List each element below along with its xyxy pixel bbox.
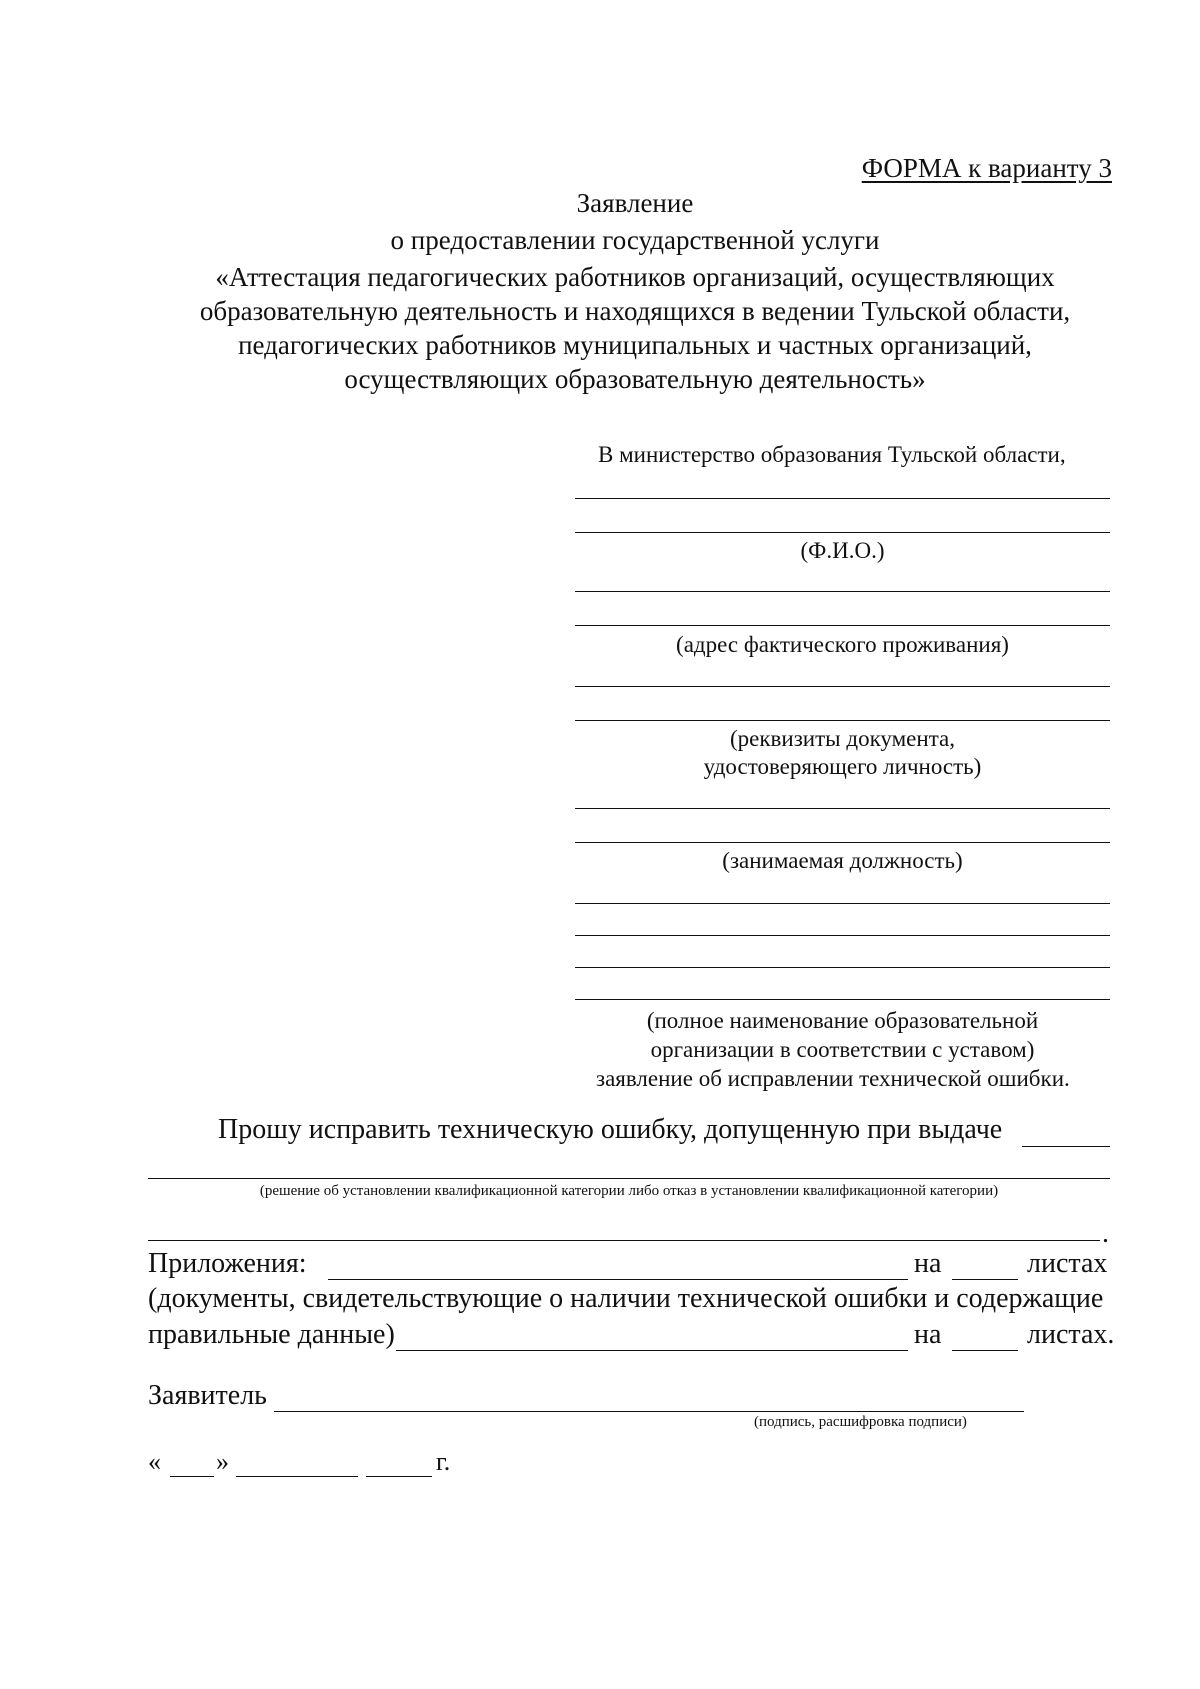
form-variant-label: ФОРМА к варианту 3 bbox=[861, 153, 1112, 183]
title-line-5: педагогических работников муниципальных и частных организаций, bbox=[238, 330, 1032, 360]
document-title: Заявление bbox=[576, 188, 694, 218]
title-line-3: «Аттестация педагогических работников организаций, осуществляющих bbox=[215, 262, 1055, 292]
request-text: Прошу исправить техническую ошибку, допущенную при выдаче bbox=[218, 1114, 1003, 1145]
fio-line-1[interactable] bbox=[575, 498, 1110, 499]
date-year-field[interactable] bbox=[366, 1476, 432, 1477]
organization-line-4[interactable] bbox=[575, 999, 1110, 1000]
date-year-suffix: г. bbox=[436, 1447, 451, 1476]
correct-data-sheets-count[interactable] bbox=[952, 1350, 1018, 1351]
date-day-field[interactable] bbox=[170, 1476, 214, 1477]
date-quote-open: « bbox=[148, 1447, 161, 1476]
organization-line-1[interactable] bbox=[575, 903, 1110, 904]
date-month-field[interactable] bbox=[236, 1476, 358, 1477]
position-line-2[interactable] bbox=[575, 842, 1110, 843]
addressee-ministry: В министерство образования Тульской области, bbox=[598, 442, 1066, 467]
address-line-2[interactable] bbox=[575, 625, 1110, 626]
date-quote-close: » bbox=[216, 1447, 229, 1476]
attachments-on-label: на bbox=[914, 1248, 942, 1279]
error-details-line[interactable] bbox=[148, 1240, 1100, 1241]
organization-caption-1: (полное наименование образовательной bbox=[646, 1008, 1039, 1033]
attachments-sheets-count[interactable] bbox=[952, 1279, 1018, 1280]
id-document-caption-1: (реквизиты документа, bbox=[730, 726, 955, 751]
decision-line[interactable] bbox=[148, 1178, 1110, 1179]
title-line-2: о предоставлении государственной услуги bbox=[390, 225, 880, 255]
fio-line-2[interactable] bbox=[575, 532, 1110, 533]
organization-line-3[interactable] bbox=[575, 967, 1110, 968]
organization-line-2[interactable] bbox=[575, 935, 1110, 936]
applicant-label: Заявитель bbox=[148, 1380, 267, 1411]
attachments-label: Приложения: bbox=[148, 1248, 307, 1279]
id-document-caption-2: удостоверяющего личность) bbox=[703, 754, 982, 779]
correct-data-line[interactable] bbox=[396, 1350, 908, 1351]
applicant-signature-line[interactable] bbox=[274, 1411, 1024, 1412]
organization-caption-2: организации в соответствии с уставом) bbox=[650, 1037, 1035, 1062]
error-details-period: . bbox=[1102, 1218, 1109, 1249]
title-line-6: осуществляющих образовательную деятельность» bbox=[344, 364, 926, 394]
signature-caption: (подпись, расшифровка подписи) bbox=[754, 1414, 967, 1430]
attachments-sheets-label: листах bbox=[1027, 1248, 1108, 1279]
address-line-1[interactable] bbox=[575, 591, 1110, 592]
id-document-line-1[interactable] bbox=[575, 686, 1110, 687]
correct-data-label: правильные данные) bbox=[148, 1319, 395, 1350]
id-document-line-2[interactable] bbox=[575, 720, 1110, 721]
title-line-4: образовательную деятельность и находящихся в ведении Тульской области, bbox=[199, 296, 1071, 326]
position-line-1[interactable] bbox=[575, 808, 1110, 809]
decision-caption: (решение об установлении квалификационной категории либо отказ в установлении квалификационной категории) bbox=[259, 1183, 999, 1199]
correct-data-sheets-label: листах. bbox=[1027, 1319, 1115, 1350]
statement-type: заявление об исправлении технической ошибки. bbox=[596, 1066, 1070, 1091]
issued-document-line[interactable] bbox=[1022, 1146, 1110, 1147]
correct-data-on-label: на bbox=[914, 1319, 942, 1350]
position-caption: (занимаемая должность) bbox=[722, 848, 963, 873]
attachments-line[interactable] bbox=[328, 1279, 908, 1280]
fio-caption: (Ф.И.О.) bbox=[800, 538, 885, 563]
attachments-description: (документы, свидетельствующие о наличии технической ошибки и содержащие bbox=[148, 1283, 1104, 1314]
address-caption: (адрес фактического проживания) bbox=[676, 632, 1009, 657]
